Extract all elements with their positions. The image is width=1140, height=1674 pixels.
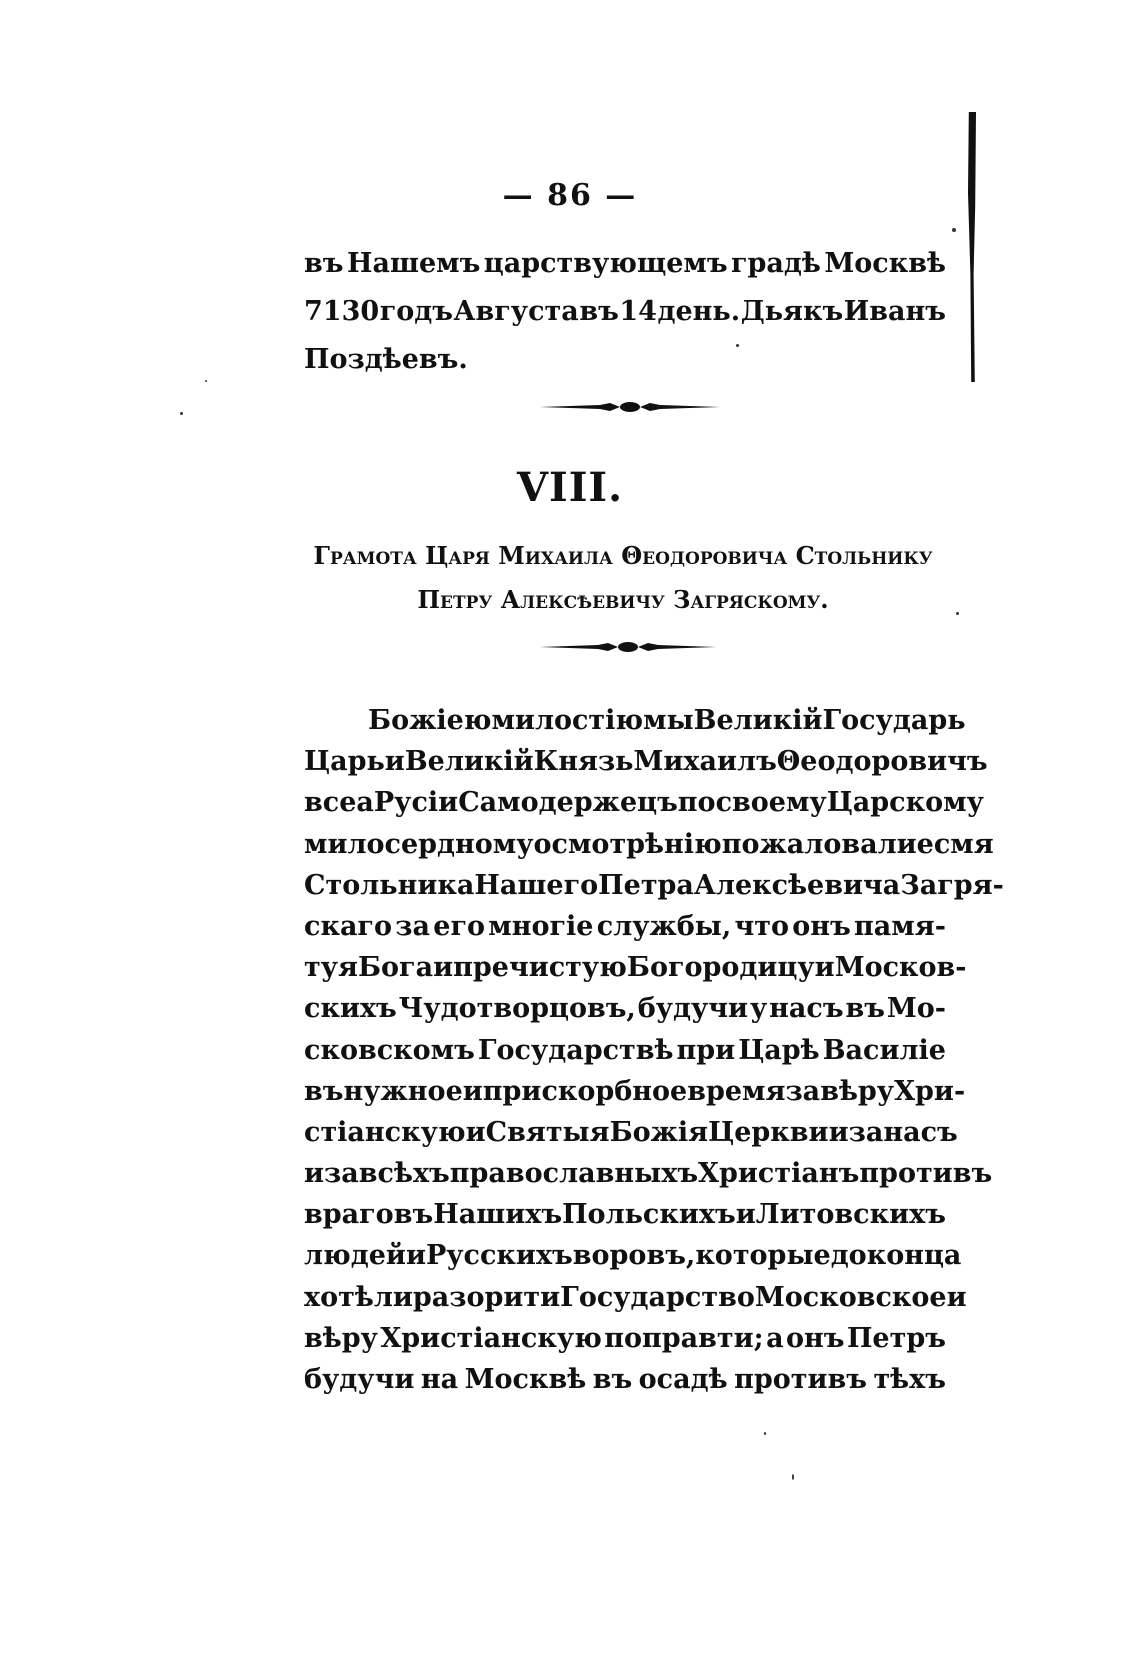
word: милосердному: [304, 828, 534, 860]
word: и: [462, 1075, 483, 1107]
word: и: [828, 1116, 849, 1148]
word: Загря-: [900, 869, 1004, 901]
word: хотѣли: [304, 1281, 413, 1313]
word: Августа: [453, 296, 579, 327]
word: царствующемъ: [483, 248, 728, 279]
divider-ornament-icon: [540, 400, 720, 414]
word: Божіею: [368, 705, 492, 736]
text-line: [304, 865, 1004, 906]
word: разорити: [412, 1281, 561, 1313]
text-line: [304, 1194, 946, 1235]
word: противъ: [859, 1158, 993, 1190]
scan-speck: [180, 412, 183, 415]
word: а: [766, 1322, 784, 1354]
word: насъ: [883, 1116, 958, 1148]
word: Царѣ: [738, 1034, 820, 1066]
text-line: [304, 906, 946, 947]
word: Дьякъ: [740, 296, 844, 327]
word: на: [420, 1364, 459, 1395]
word: Самодержецъ: [458, 787, 678, 819]
word: враговъ: [304, 1199, 434, 1231]
word: Богородицу: [626, 952, 815, 984]
word: вѣру: [304, 1322, 378, 1354]
word: Церкви: [708, 1116, 829, 1148]
word: пречистую: [453, 952, 627, 984]
word: вѣру: [820, 1075, 895, 1107]
word: Русіи: [373, 787, 459, 819]
word: многіе: [488, 910, 594, 942]
word: Русскихъ: [425, 1240, 573, 1272]
scan-speck: [764, 1432, 766, 1435]
word: онъ: [792, 910, 851, 942]
word: Божія: [609, 1116, 709, 1148]
word: туя: [304, 952, 358, 984]
text-line: [304, 988, 946, 1029]
text-line: [304, 288, 946, 336]
word: осадѣ: [638, 1364, 728, 1395]
word: у: [749, 993, 768, 1025]
word: въ: [304, 248, 344, 279]
text-line: [304, 1112, 958, 1153]
word: до: [830, 1240, 867, 1272]
word: конца: [866, 1240, 962, 1272]
word: тѣхъ: [873, 1364, 946, 1395]
scan-speck: [736, 344, 739, 347]
word: Нашихъ: [433, 1199, 563, 1231]
word: Христіанъ: [698, 1158, 860, 1190]
word: въ: [845, 993, 885, 1025]
word: градѣ: [731, 248, 821, 279]
word: службы,: [596, 910, 732, 942]
word: 14: [619, 296, 657, 327]
word: и: [384, 746, 405, 778]
word: есмя: [916, 828, 994, 860]
word: насъ: [769, 993, 844, 1025]
section-heading: [290, 534, 956, 622]
word: всѣхъ: [358, 1158, 450, 1190]
scan-speck: [205, 380, 207, 382]
word: Святыя: [485, 1116, 610, 1148]
word: Θеодоровичъ: [776, 746, 988, 778]
heading-line-1: Грамота Царя Михаила Θеодоровича Стольнику: [313, 541, 933, 570]
word: по: [677, 787, 716, 819]
word: Государствѣ: [477, 1034, 674, 1066]
word: и: [433, 952, 454, 984]
word: сковскомъ: [304, 1034, 475, 1066]
text-line: [304, 741, 988, 782]
text-line: [304, 700, 966, 741]
word: въ: [304, 1075, 344, 1107]
word: Василіе: [822, 1034, 946, 1066]
word: годъ: [379, 296, 453, 327]
word: и: [465, 1116, 486, 1148]
word: и: [946, 1281, 967, 1313]
page-number: — 86 —: [502, 178, 638, 213]
word: при: [676, 1034, 736, 1066]
scan-speck: [952, 228, 956, 232]
continuation-text: [304, 240, 946, 384]
scan-speck: [792, 1474, 794, 1480]
word: Хри-: [894, 1075, 966, 1107]
word: Москвѣ: [464, 1364, 587, 1395]
ornamental-divider-bottom: [540, 640, 716, 654]
word: Литовскихъ: [755, 1199, 946, 1231]
word: Алексѣевича: [693, 869, 901, 901]
divider-ornament-icon: [540, 640, 716, 654]
word: Михаилъ: [633, 746, 777, 778]
text-line: [304, 824, 994, 865]
word: Москов-: [834, 952, 967, 984]
word: Царь: [304, 746, 385, 778]
body-text: [304, 700, 1004, 1400]
word: православныхъ: [449, 1158, 699, 1190]
word: милостію: [491, 705, 644, 736]
word: мы: [643, 705, 694, 736]
word: Мо-: [886, 993, 946, 1025]
word: за: [785, 1075, 821, 1107]
word: за: [324, 1158, 359, 1190]
text-line: [304, 1318, 946, 1359]
word: своему: [715, 787, 827, 819]
word: Князь: [533, 746, 634, 778]
text-line: [304, 947, 967, 988]
word: нужное: [343, 1075, 463, 1107]
text-line: [304, 1071, 966, 1112]
text-line: [304, 1030, 946, 1071]
text-line: [304, 1277, 967, 1318]
text-line: [304, 1153, 993, 1194]
word: которые: [695, 1240, 831, 1272]
word: Великій: [693, 705, 823, 736]
text-line: [304, 1359, 946, 1400]
word: и: [405, 1240, 426, 1272]
word: Нашего: [474, 869, 599, 901]
word: онъ: [786, 1322, 845, 1354]
word: 7130: [304, 296, 380, 327]
word: въ: [579, 296, 619, 327]
section-number: VIII.: [516, 464, 624, 511]
word: и: [814, 952, 835, 984]
word: за: [395, 910, 430, 942]
word: Государь: [822, 705, 966, 736]
word: въ: [592, 1364, 633, 1395]
ornamental-divider-top: [540, 400, 720, 414]
word: людей: [304, 1240, 406, 1272]
word: Великій: [404, 746, 534, 778]
word: Польскихъ: [562, 1199, 736, 1231]
word: за: [848, 1116, 884, 1148]
text-line: [304, 336, 946, 384]
word: поправти;: [604, 1322, 764, 1354]
word: прискорбное: [482, 1075, 688, 1107]
word: Христіанскую: [380, 1322, 602, 1354]
word: Поздѣевъ.: [304, 344, 468, 375]
text-line: [304, 1235, 962, 1276]
word: Иванъ: [843, 296, 946, 327]
word: скаго: [304, 910, 392, 942]
word: Стольника: [304, 869, 475, 901]
word: Царскому: [826, 787, 984, 819]
word: Петръ: [846, 1322, 946, 1354]
word: Московское: [754, 1281, 947, 1313]
word: Чудотворцовъ,: [398, 993, 636, 1025]
text-line: [304, 240, 946, 288]
scan-speck: [956, 612, 959, 615]
word: будучи: [304, 1364, 415, 1395]
word: стіанскую: [304, 1116, 466, 1148]
word: и: [304, 1158, 325, 1190]
word: противъ: [734, 1364, 867, 1395]
word: и: [735, 1199, 756, 1231]
word: что: [734, 910, 790, 942]
word: Петра: [598, 869, 694, 901]
word: осмотрѣнію: [533, 828, 722, 860]
word: Государство: [560, 1281, 755, 1313]
scan-edge-mark: [968, 112, 976, 382]
word: время: [687, 1075, 786, 1107]
word: памя-: [854, 910, 946, 942]
word: его: [433, 910, 485, 942]
word: всеа: [304, 787, 374, 819]
heading-line-2: Петру Алексѣевичу Загряскому.: [417, 585, 829, 614]
word: день.: [657, 296, 741, 327]
word: скихъ: [304, 993, 397, 1025]
word: Нашемъ: [346, 248, 481, 279]
word: пожаловали: [721, 828, 917, 860]
word: Москвѣ: [824, 248, 946, 279]
text-line: [304, 782, 984, 823]
word: Бога: [357, 952, 434, 984]
word: воровъ,: [572, 1240, 696, 1272]
word: будучи: [637, 993, 749, 1025]
